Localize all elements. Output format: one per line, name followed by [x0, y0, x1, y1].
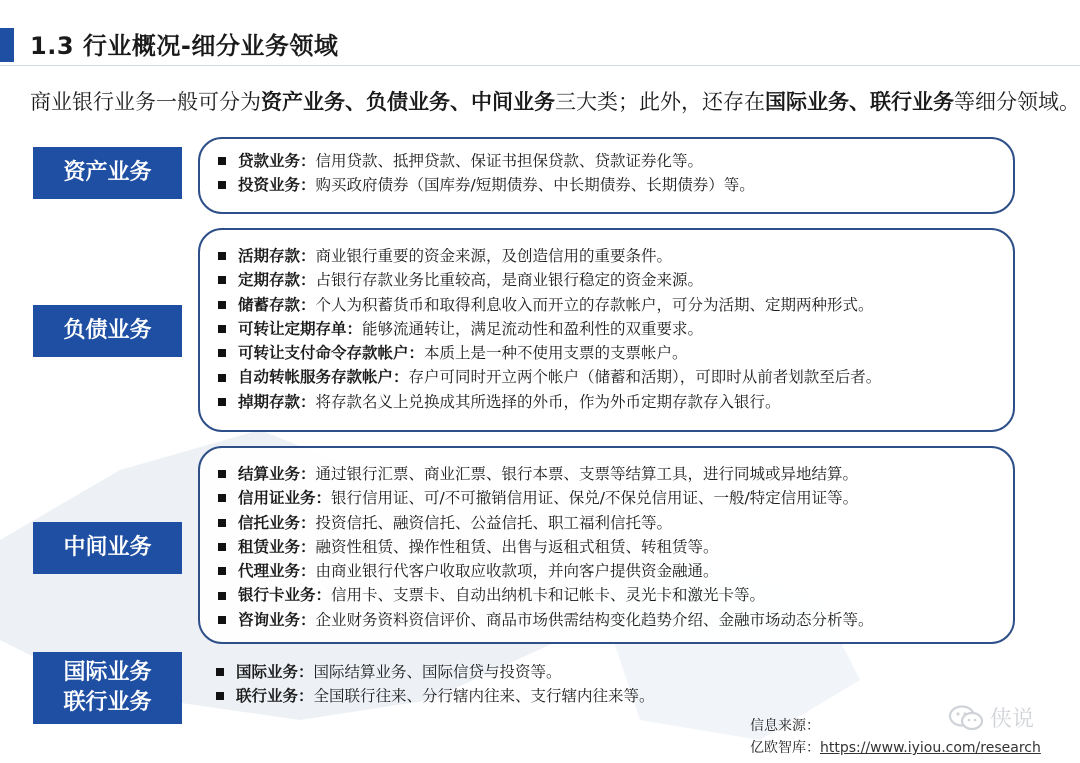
list-item: 定期存款： 占银行存款业务比重较高，是商业银行稳定的资金来源。 — [218, 268, 1013, 292]
category-box-asset — [198, 137, 1015, 214]
category-box-intermediary — [198, 446, 1015, 644]
bullet-icon — [218, 181, 226, 189]
bullet-icon — [218, 616, 226, 624]
bullet-icon — [218, 374, 226, 382]
bullet-icon — [218, 398, 226, 406]
list-item: 自动转帐服务存款帐户： 存户可同时开立两个帐户（储蓄和活期），可即时从前者划款至后者。 — [218, 365, 1013, 389]
category-box-liability — [198, 228, 1015, 432]
list-item: 联行业务： 全国联行往来、分行辖内往来、支行辖内往来等。 — [216, 684, 1015, 708]
list-item: 信用证业务： 银行信用证、可/不可撤销信用证、保兑/不保兑信用证、一般/特定信用证等。 — [218, 486, 1013, 510]
category-label-asset: 资产业务 — [33, 147, 182, 199]
bullet-icon — [218, 519, 226, 527]
source-label: 信息来源： — [750, 718, 820, 734]
list-item: 投资业务： 购买政府债券（国库券/短期债券、中长期债券、长期债券）等。 — [218, 173, 1013, 197]
bullet-icon — [218, 301, 226, 309]
bullet-icon — [218, 567, 226, 575]
list-item: 租赁业务： 融资性租赁、操作性租赁、出售与返租式租赁、转租赁等。 — [218, 535, 1013, 559]
bullet-icon — [218, 494, 226, 502]
title-divider — [0, 65, 1080, 66]
list-item: 储蓄存款： 个人为积蓄货币和取得利息收入而开立的存款帐户，可分为活期、定期两种形式。 — [218, 293, 1013, 317]
bullet-icon — [218, 543, 226, 551]
list-item: 国际业务： 国际结算业务、国际信贷与投资等。 — [216, 660, 1015, 684]
category-label-line: 国际业务 — [63, 660, 152, 686]
list-item: 结算业务： 通过银行汇票、商业汇票、银行本票、支票等结算工具，进行同城或异地结算。 — [218, 462, 1013, 486]
category-box-international-interbank — [198, 654, 1015, 718]
list-item: 咨询业务： 企业财务资料资信评价、商品市场供需结构变化趋势介绍、金融市场动态分析等。 — [218, 608, 1013, 632]
bullet-icon — [218, 592, 226, 600]
list-item: 代理业务： 由商业银行代客户收取应收款项，并向客户提供资金融通。 — [218, 559, 1013, 583]
bullet-icon — [218, 470, 226, 478]
intro-text: 商业银行业务一般可分为资产业务、负债业务、中间业务三大类；此外，还存在国际业务、联行业务等细分领域。 — [30, 90, 1080, 114]
list-item: 银行卡业务： 信用卡、支票卡、自动出纳机卡和记帐卡、灵光卡和激光卡等。 — [218, 583, 1013, 607]
bullet-icon — [218, 157, 226, 165]
source-note — [750, 715, 1041, 759]
category-label-liability: 负债业务 — [33, 305, 182, 357]
list-item: 活期存款： 商业银行重要的资金来源，及创造信用的重要条件。 — [218, 244, 1013, 268]
category-label-line: 联行业务 — [63, 690, 152, 715]
category-label-international-interbank — [33, 652, 182, 724]
list-item: 贷款业务： 信用贷款、抵押贷款、保证书担保贷款、贷款证券化等。 — [218, 149, 1013, 173]
bullet-icon — [216, 668, 224, 676]
page-title: 1.3 行业概况-细分业务领域 — [30, 32, 339, 60]
bullet-icon — [218, 325, 226, 333]
bullet-icon — [218, 252, 226, 260]
list-item: 信托业务： 投资信托、融资信托、公益信托、职工福利信托等。 — [218, 511, 1013, 535]
category-label-intermediary: 中间业务 — [33, 522, 182, 574]
bullet-icon — [218, 276, 226, 284]
list-item: 掉期存款： 将存款名义上兑换成其所选择的外币，作为外币定期存款存入银行。 — [218, 390, 1013, 414]
bullet-icon — [218, 349, 226, 357]
list-item: 可转让定期存单： 能够流通转让，满足流动性和盈利性的双重要求。 — [218, 317, 1013, 341]
title-accent-bar — [0, 28, 14, 62]
list-item: 可转让支付命令存款帐户： 本质上是一种不使用支票的支票帐户。 — [218, 341, 1013, 365]
source-line: 亿欧智库：https://www.iyiou.com/research — [750, 740, 1041, 756]
watermark-text: 侠说 — [990, 707, 1035, 732]
source-link[interactable]: https://www.iyiou.com/research — [820, 740, 1041, 756]
bullet-icon — [216, 692, 224, 700]
